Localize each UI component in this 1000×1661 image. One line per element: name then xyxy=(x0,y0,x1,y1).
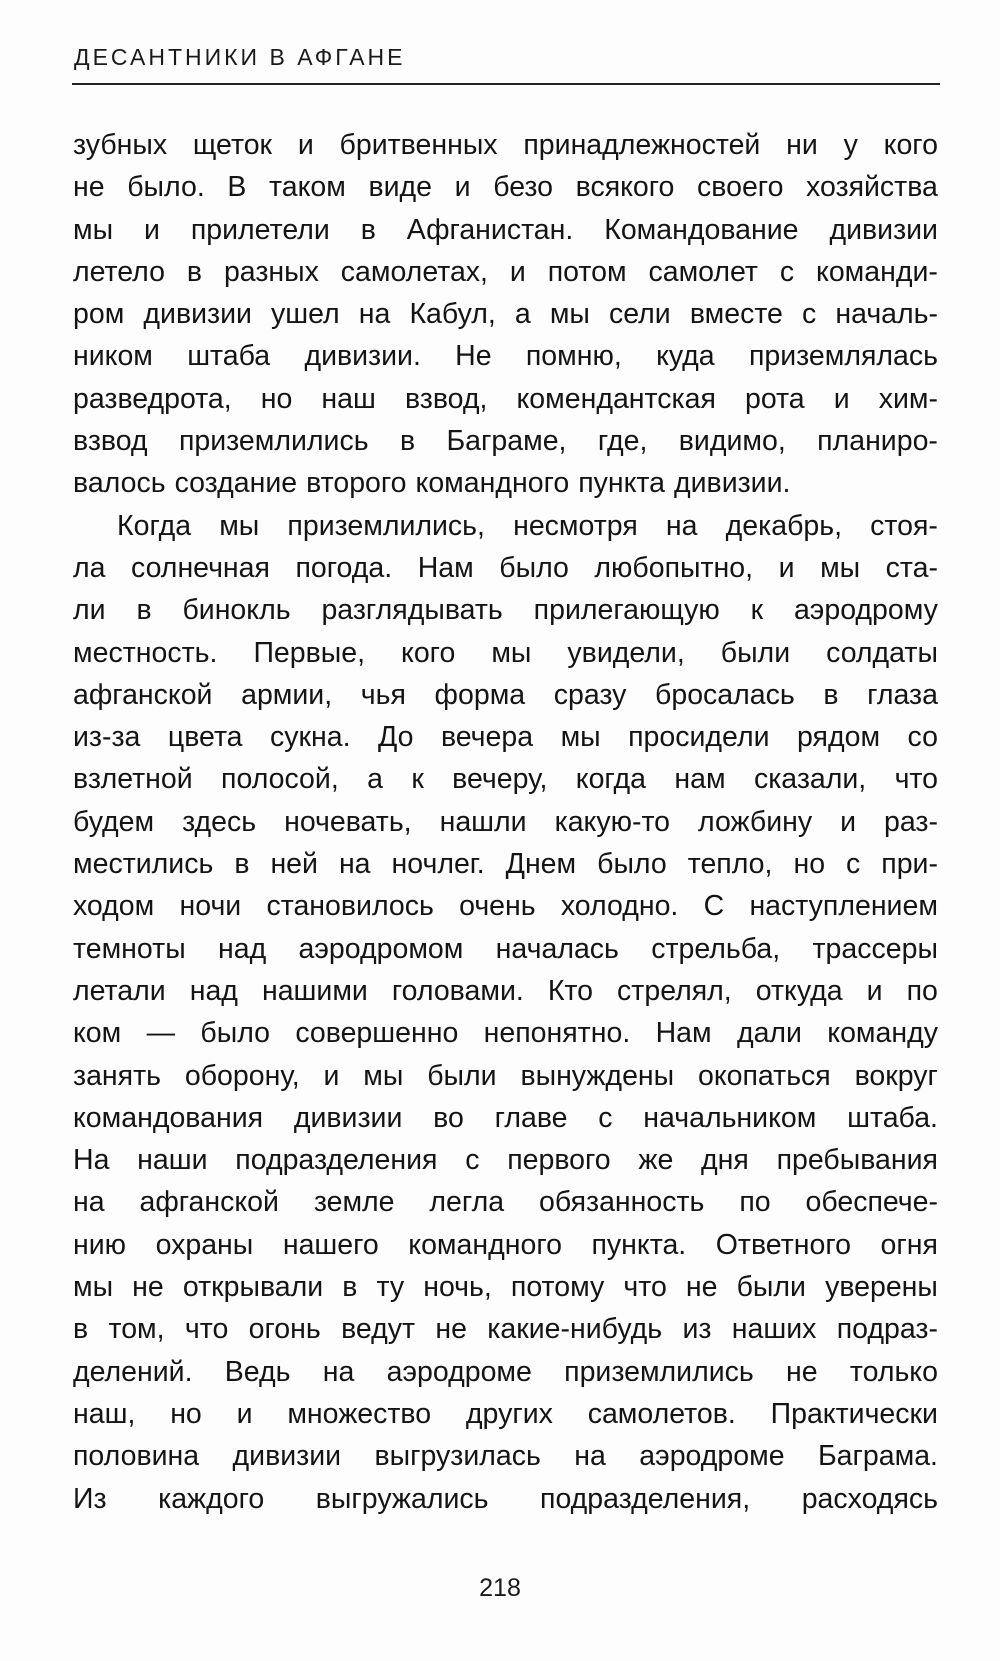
word: аэродромом xyxy=(298,932,464,965)
word: сразу xyxy=(553,678,627,711)
word: аэродроме xyxy=(386,1355,532,1388)
text-line xyxy=(73,674,938,716)
text-line xyxy=(73,801,938,843)
text-line xyxy=(73,505,938,547)
word: мы xyxy=(560,721,601,754)
word: безо xyxy=(493,171,554,204)
word: командного xyxy=(415,467,570,500)
word: что xyxy=(184,1313,229,1346)
word: первого xyxy=(507,1144,611,1177)
word: ли xyxy=(73,594,106,627)
word: местность. xyxy=(73,636,218,669)
word: потом xyxy=(547,255,627,288)
word: обеспече- xyxy=(805,1186,938,1219)
word: холодно. xyxy=(560,890,679,923)
word: второго xyxy=(306,467,407,500)
word: будем xyxy=(73,805,155,838)
word: со xyxy=(907,721,938,754)
word: трассеры xyxy=(812,932,938,965)
word: сказали, xyxy=(753,763,867,796)
word: на xyxy=(574,1440,606,1473)
word: наш, xyxy=(73,1397,136,1430)
word: открывали xyxy=(182,1271,324,1304)
word: всякого xyxy=(575,171,675,204)
word: принадлежностей xyxy=(523,129,761,161)
word: в xyxy=(342,1271,358,1304)
word: но xyxy=(793,848,826,881)
word: прилетели xyxy=(190,213,330,246)
word: было xyxy=(597,848,667,881)
text-line xyxy=(73,1478,938,1520)
word: из-за xyxy=(73,721,141,754)
word: выгружались xyxy=(315,1482,489,1515)
word: какие-нибудь xyxy=(487,1313,663,1346)
word: Практически xyxy=(770,1397,938,1430)
text-line xyxy=(73,1181,938,1223)
text-line xyxy=(73,124,938,166)
word: дивизии xyxy=(293,1101,403,1134)
text-line xyxy=(73,293,938,335)
text-line xyxy=(73,1435,938,1477)
word: подразделения, xyxy=(540,1482,751,1515)
word: мы xyxy=(549,298,590,331)
word: мы xyxy=(820,551,861,584)
word: обязанность xyxy=(539,1186,705,1219)
text-line xyxy=(73,251,938,293)
word: делений. xyxy=(73,1355,193,1388)
word: хим- xyxy=(878,382,938,415)
word: были xyxy=(720,636,791,669)
text-line xyxy=(73,166,938,208)
word: бросалась xyxy=(655,678,795,711)
word: мы xyxy=(491,636,532,669)
header-rule xyxy=(72,83,940,85)
word: глаза xyxy=(867,678,938,711)
word: бинокль xyxy=(182,594,291,627)
word: кого xyxy=(401,636,456,669)
word: кого xyxy=(883,129,938,161)
word: дня xyxy=(701,1144,749,1177)
word: при- xyxy=(881,848,938,881)
word: видимо, xyxy=(678,425,786,458)
word: в xyxy=(399,425,416,458)
word: над xyxy=(217,932,267,965)
word: темноты xyxy=(73,932,186,965)
word: пункта. xyxy=(591,1228,687,1261)
word: совершенно xyxy=(295,1017,459,1050)
word: на xyxy=(358,298,391,331)
word: нашего xyxy=(282,1228,379,1261)
word: погода. xyxy=(295,551,393,584)
word: по xyxy=(739,1186,771,1219)
word: полосой, xyxy=(221,763,339,796)
text-line xyxy=(73,547,938,589)
word: несмотря xyxy=(513,509,638,542)
word: вынуждены xyxy=(520,1059,675,1092)
word: ни xyxy=(786,129,818,161)
word: Из xyxy=(73,1482,107,1515)
text-line xyxy=(73,335,938,377)
word: До xyxy=(377,721,414,754)
word: очень xyxy=(459,890,536,923)
word: на xyxy=(322,1355,355,1388)
word: множество xyxy=(287,1397,432,1430)
word: что xyxy=(894,763,938,796)
word: хозяйства xyxy=(806,171,938,204)
word: и xyxy=(778,551,795,584)
word: взвод xyxy=(73,425,148,458)
word: и xyxy=(323,1059,340,1092)
word: стрелял, xyxy=(617,974,732,1007)
word: Ведь xyxy=(224,1355,291,1388)
word: сели xyxy=(609,298,671,331)
word: и xyxy=(454,171,471,204)
word: — xyxy=(146,1017,176,1050)
word: нию xyxy=(73,1228,127,1261)
word: ником xyxy=(73,340,153,373)
word: главе xyxy=(494,1101,568,1134)
word: вместе xyxy=(689,298,783,331)
word: афганской xyxy=(139,1186,279,1219)
word: были xyxy=(427,1059,497,1092)
word: солдаты xyxy=(826,636,938,669)
word: по xyxy=(906,974,938,1007)
word: нашли xyxy=(439,805,527,838)
word: начальником xyxy=(643,1101,817,1134)
text-line xyxy=(73,716,938,758)
word: Днем xyxy=(505,848,577,881)
word: мы xyxy=(219,509,260,542)
word: ром xyxy=(73,298,125,331)
word: и xyxy=(840,805,857,838)
text-line xyxy=(73,1393,938,1435)
word: и xyxy=(833,382,850,415)
word: во xyxy=(433,1101,464,1134)
word: создание xyxy=(174,467,298,500)
word: подразделения xyxy=(235,1144,438,1177)
word: прилегающую xyxy=(533,594,720,627)
word: и xyxy=(236,1397,253,1430)
word: в xyxy=(234,848,250,881)
word: мы xyxy=(73,213,114,246)
word: дали xyxy=(736,1017,802,1050)
word: приземлялась xyxy=(748,340,938,373)
word: когда xyxy=(575,763,647,796)
word: увидели, xyxy=(567,636,685,669)
word: в xyxy=(360,213,376,246)
word: разных xyxy=(223,255,319,288)
text-line xyxy=(73,1012,938,1054)
word: местились xyxy=(73,848,214,881)
word: сукна. xyxy=(270,721,351,754)
word: с xyxy=(846,848,861,881)
word: приземлились xyxy=(178,425,369,458)
word: не xyxy=(73,171,105,204)
text-line xyxy=(73,843,938,885)
text-line xyxy=(73,1351,938,1393)
word: у xyxy=(843,129,858,161)
word: но xyxy=(260,382,293,415)
word: В xyxy=(227,171,247,204)
word: ней xyxy=(270,848,318,881)
word: нам xyxy=(674,763,726,796)
word: форма xyxy=(434,678,526,711)
word: летали xyxy=(73,974,166,1007)
word: афганской xyxy=(73,678,213,711)
word: таком xyxy=(269,171,346,204)
word: На xyxy=(73,1144,110,1177)
word: в xyxy=(73,1313,89,1346)
word: вечеру, xyxy=(452,763,548,796)
word: не xyxy=(132,1271,164,1304)
word: только xyxy=(849,1355,938,1388)
word: где, xyxy=(597,425,648,458)
word: было xyxy=(499,551,569,584)
text-line xyxy=(73,462,938,504)
word: не xyxy=(786,1355,818,1388)
word: с xyxy=(465,1144,480,1177)
word: Когда xyxy=(117,509,192,542)
word: Первые, xyxy=(253,636,366,669)
word: непонятно. xyxy=(483,1017,631,1050)
word: рота xyxy=(744,382,805,415)
text-line xyxy=(73,885,938,927)
word: стрельба, xyxy=(651,932,781,965)
word: оборону, xyxy=(184,1059,300,1092)
word: Кабул, xyxy=(409,298,496,331)
word: самолетов. xyxy=(587,1397,736,1430)
word: щеток xyxy=(192,129,273,161)
word: просидели xyxy=(628,721,770,754)
word: началь- xyxy=(835,298,938,331)
word: на xyxy=(73,1186,105,1219)
word: чья xyxy=(360,678,406,711)
word: половина xyxy=(73,1440,200,1473)
text-line xyxy=(73,589,938,631)
word: том, xyxy=(108,1313,165,1346)
word: с xyxy=(779,255,795,288)
text-line xyxy=(73,970,938,1012)
word: С xyxy=(703,890,725,923)
word: было xyxy=(200,1017,270,1050)
word: становилось xyxy=(266,890,434,923)
word: мы xyxy=(73,1271,114,1304)
word: ночевать, xyxy=(284,805,412,838)
word: куда xyxy=(656,340,715,373)
word: дивизии. xyxy=(304,340,421,373)
word: самолетах, xyxy=(340,255,488,288)
word: Ответного xyxy=(715,1228,851,1261)
text-line xyxy=(73,1224,938,1266)
word: в xyxy=(823,678,839,711)
word: взвод, xyxy=(404,382,488,415)
word: легла xyxy=(429,1186,505,1219)
word: и xyxy=(144,213,160,246)
word: наступлением xyxy=(749,890,938,923)
body-text xyxy=(73,124,938,1520)
word: же xyxy=(638,1144,674,1177)
word: с xyxy=(598,1101,613,1134)
word: головами. xyxy=(391,974,524,1007)
word: Кто xyxy=(547,974,594,1007)
word: виде xyxy=(368,171,433,204)
word: уверены xyxy=(825,1271,938,1304)
word: своего xyxy=(697,171,784,204)
word: огня xyxy=(880,1228,938,1261)
word: к xyxy=(750,594,764,627)
word: рядом xyxy=(797,721,881,754)
word: других xyxy=(465,1397,553,1430)
word: солнечная xyxy=(131,551,270,584)
word: мы xyxy=(363,1059,404,1092)
text-line xyxy=(73,928,938,970)
word: на xyxy=(665,509,698,542)
word: пункта xyxy=(578,467,665,500)
word: откуда xyxy=(755,974,843,1007)
word: Баграма. xyxy=(817,1440,938,1473)
word: к xyxy=(411,763,424,796)
word: какую-то xyxy=(554,805,671,838)
word: летело xyxy=(73,255,165,288)
text-line xyxy=(73,1266,938,1308)
word: занять xyxy=(73,1059,161,1092)
word: были xyxy=(736,1271,806,1304)
word: не xyxy=(685,1271,718,1304)
word: разведрота, xyxy=(73,382,232,415)
page-number: 218 xyxy=(479,1574,521,1602)
word: командного xyxy=(408,1228,562,1261)
word: командования xyxy=(73,1101,264,1134)
word: штаба xyxy=(187,340,271,373)
text-line xyxy=(73,420,938,462)
word: что xyxy=(623,1271,667,1304)
text-line xyxy=(73,1055,938,1097)
word: и xyxy=(509,255,526,288)
word: дивизии xyxy=(829,213,938,246)
text-line xyxy=(73,209,938,251)
word: армии, xyxy=(241,678,333,711)
word: Баграме, xyxy=(446,425,567,458)
text-line xyxy=(73,632,938,674)
word: разглядывать xyxy=(321,594,503,627)
word: вокруг xyxy=(854,1059,938,1092)
word: пребывания xyxy=(776,1144,938,1177)
word: а xyxy=(514,298,531,331)
word: помню, xyxy=(525,340,622,373)
word: над xyxy=(189,974,238,1007)
word: наш xyxy=(321,382,376,415)
word: каждого xyxy=(158,1482,265,1515)
word: с xyxy=(802,298,817,331)
word: раз- xyxy=(884,805,938,838)
word: и xyxy=(866,974,883,1007)
word: ушел xyxy=(271,298,340,331)
word: охраны xyxy=(155,1228,254,1261)
running-head: ДЕСАНТНИКИ В АФГАНЕ xyxy=(74,44,406,70)
word: ком xyxy=(73,1017,122,1050)
word: ту xyxy=(376,1271,405,1304)
word: аэродроме xyxy=(639,1440,785,1473)
word: в xyxy=(136,594,152,627)
word: команди- xyxy=(816,255,938,288)
word: зубных xyxy=(73,129,168,161)
word: приземлились, xyxy=(287,509,485,542)
word: самолет xyxy=(648,255,758,288)
text-line xyxy=(73,1097,938,1139)
word: комендантская xyxy=(516,382,716,415)
word: ночь, xyxy=(423,1271,492,1304)
word: началась xyxy=(495,932,619,965)
word: взлетной xyxy=(73,763,193,796)
word: ночлег. xyxy=(391,848,485,881)
word: в xyxy=(186,255,203,288)
word: ла xyxy=(73,551,106,584)
word: любопытно, xyxy=(594,551,754,584)
word: ночи xyxy=(179,890,242,923)
word: декабрь, xyxy=(725,509,843,542)
word: дивизии xyxy=(232,1440,342,1473)
word: Афганистан. xyxy=(406,213,574,246)
word: аэродрому xyxy=(793,594,938,627)
word: бритвенных xyxy=(339,129,498,161)
word: штаба. xyxy=(847,1101,938,1134)
word: но xyxy=(170,1397,202,1430)
word: Нам xyxy=(655,1017,712,1050)
word: Не xyxy=(455,340,492,373)
word: валось xyxy=(73,467,166,500)
word: ведут xyxy=(341,1313,416,1346)
text-line xyxy=(73,378,938,420)
word: Нам xyxy=(417,551,474,584)
word: на xyxy=(338,848,371,881)
word: и xyxy=(297,129,314,161)
word: наших xyxy=(731,1313,817,1346)
word: цвета xyxy=(167,721,243,754)
word: ложбину xyxy=(698,805,813,838)
word: стоя- xyxy=(870,509,938,542)
word: а xyxy=(367,763,383,796)
word: было. xyxy=(127,171,205,204)
text-line xyxy=(73,1308,938,1350)
word: из xyxy=(682,1313,712,1346)
word: ходом xyxy=(73,890,155,923)
word: команду xyxy=(827,1017,938,1050)
word: выгрузилась xyxy=(374,1440,541,1473)
word: дивизии xyxy=(143,298,252,331)
word: планиро- xyxy=(817,425,938,458)
word: здесь xyxy=(182,805,257,838)
word: потому xyxy=(510,1271,605,1304)
word: расходясь xyxy=(801,1482,938,1515)
word: земле xyxy=(313,1186,395,1219)
text-line xyxy=(73,1139,938,1181)
word: Командование xyxy=(604,213,799,246)
word: не xyxy=(435,1313,467,1346)
word: нашими xyxy=(261,974,368,1007)
word: приземлились xyxy=(564,1355,754,1388)
word: окопаться xyxy=(698,1059,831,1092)
word: ста- xyxy=(885,551,938,584)
word: дивизии. xyxy=(674,467,791,500)
text-line xyxy=(73,758,938,800)
word: огонь xyxy=(248,1313,321,1346)
word: подраз- xyxy=(836,1313,938,1346)
word: наши xyxy=(137,1144,208,1177)
word: вечера xyxy=(440,721,534,754)
word: тепло, xyxy=(687,848,773,881)
